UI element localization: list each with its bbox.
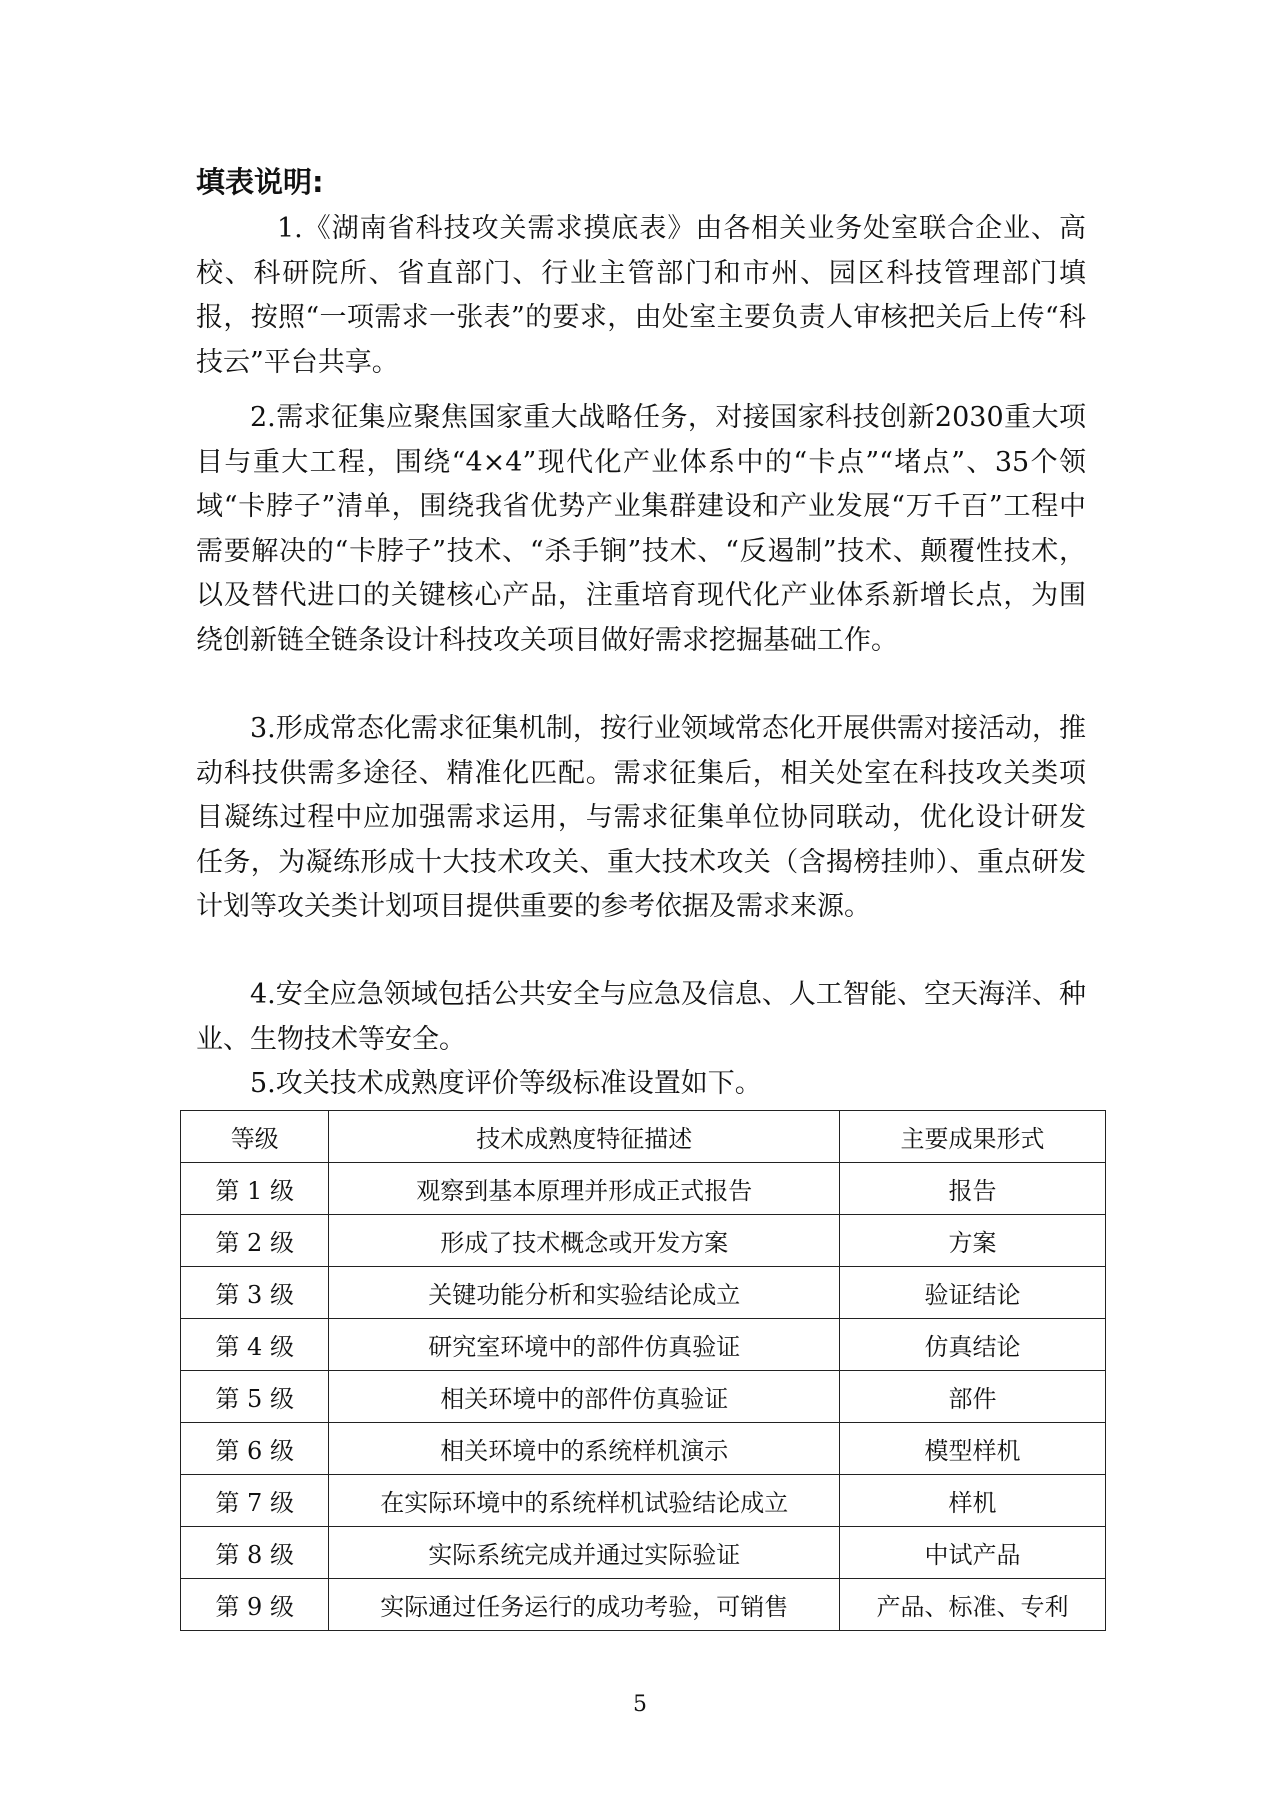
output-cell: 方案 xyxy=(840,1215,1106,1267)
table-row xyxy=(181,1371,1106,1423)
table-row xyxy=(181,1475,1106,1527)
table-row xyxy=(181,1163,1106,1215)
level-cell: 第 7 级 xyxy=(181,1475,329,1527)
description-cell: 在实际环境中的系统样机试验结论成立 xyxy=(329,1475,840,1527)
description-cell: 相关环境中的系统样机演示 xyxy=(329,1423,840,1475)
output-cell: 仿真结论 xyxy=(840,1319,1106,1371)
level-cell: 第 1 级 xyxy=(181,1163,329,1215)
description-cell: 研究室环境中的部件仿真验证 xyxy=(329,1319,840,1371)
table-row xyxy=(181,1215,1106,1267)
table-header-row xyxy=(181,1111,1106,1163)
level-cell: 第 9 级 xyxy=(181,1579,329,1631)
output-cell: 中试产品 xyxy=(840,1527,1106,1579)
description-cell: 形成了技术概念或开发方案 xyxy=(329,1215,840,1267)
output-cell: 报告 xyxy=(840,1163,1106,1215)
output-cell: 验证结论 xyxy=(840,1267,1106,1319)
table-row xyxy=(181,1579,1106,1631)
section-heading: 填表说明: xyxy=(196,165,324,199)
header-description: 技术成熟度特征描述 xyxy=(329,1111,840,1163)
table-row xyxy=(181,1423,1106,1475)
instruction-paragraph-4: 4.安全应急领域包括公共安全与应急及信息、人工智能、空天海洋、种业、生物技术等安全。 xyxy=(196,979,1086,1055)
output-cell: 部件 xyxy=(840,1371,1106,1423)
maturity-level-table xyxy=(180,1110,1106,1631)
level-cell: 第 3 级 xyxy=(181,1267,329,1319)
instruction-paragraph-1: 1.《湖南省科技攻关需求摸底表》由各相关业务处室联合企业、高校、科研院所、省直部门、行业主管部门和市州、园区科技管理部门填报，按照“一项需求一张表”的要求，由处室主要负责人审核把关后上传“科技云”平台共享。 xyxy=(196,213,1086,378)
table-row xyxy=(181,1527,1106,1579)
table-row xyxy=(181,1319,1106,1371)
table-row xyxy=(181,1267,1106,1319)
level-cell: 第 2 级 xyxy=(181,1215,329,1267)
description-cell: 实际系统完成并通过实际验证 xyxy=(329,1527,840,1579)
level-cell: 第 8 级 xyxy=(181,1527,329,1579)
description-cell: 实际通过任务运行的成功考验，可销售 xyxy=(329,1579,840,1631)
output-cell: 产品、标准、专利 xyxy=(840,1579,1106,1631)
header-level: 等级 xyxy=(181,1111,329,1163)
level-cell: 第 5 级 xyxy=(181,1371,329,1423)
output-cell: 模型样机 xyxy=(840,1423,1106,1475)
description-cell: 观察到基本原理并形成正式报告 xyxy=(329,1163,840,1215)
header-output: 主要成果形式 xyxy=(840,1111,1106,1163)
description-cell: 相关环境中的部件仿真验证 xyxy=(329,1371,840,1423)
level-cell: 第 4 级 xyxy=(181,1319,329,1371)
instruction-paragraph-5: 5.攻关技术成熟度评价等级标准设置如下。 xyxy=(250,1068,762,1099)
level-cell: 第 6 级 xyxy=(181,1423,329,1475)
instruction-paragraph-2: 2.需求征集应聚焦国家重大战略任务，对接国家科技创新2030重大项目与重大工程，围绕“4×4”现代化产业体系中的“卡点”“堵点”、35个领域“卡脖子”清单，围绕我省优势产业集群建设和产业发展“万千百”工程中需要解决的“卡脖子”技术、“杀手锏”技术、“反遏制”技术、颠覆性技术，以及替代进口的关键核心产品，注重培育现代化产业体系新增长点，为围绕创新链全链条设计科技攻关项目做好需求挖掘基础工作。 xyxy=(196,402,1086,656)
output-cell: 样机 xyxy=(840,1475,1106,1527)
description-cell: 关键功能分析和实验结论成立 xyxy=(329,1267,840,1319)
page-number: 5 xyxy=(633,1692,647,1717)
instruction-paragraph-3: 3.形成常态化需求征集机制，按行业领域常态化开展供需对接活动，推动科技供需多途径、精准化匹配。需求征集后，相关处室在科技攻关类项目凝练过程中应加强需求运用，与需求征集单位协同联动，优化设计研发任务，为凝练形成十大技术攻关、重大技术攻关（含揭榜挂帅）、重点研发计划等攻关类计划项目提供重要的参考依据及需求来源。 xyxy=(196,713,1086,922)
